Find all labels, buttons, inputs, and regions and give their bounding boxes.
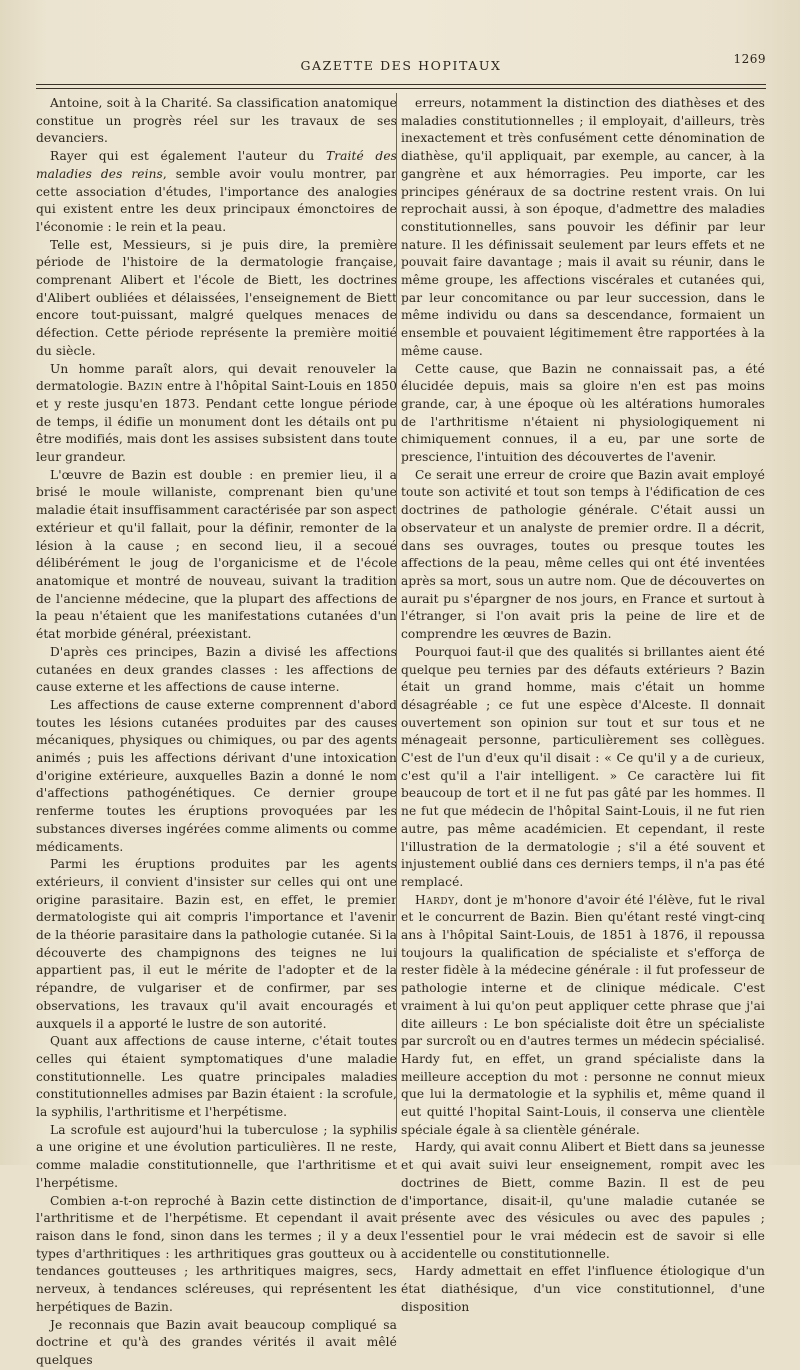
- paragraph-text: La scrofule est aujourd'hui la tuberculose ; la syphilis a une origine et une évolution particulières. Il ne reste, comme maladie constitutionnelle, que l'arthritisme et l'herpétisme.: [36, 1122, 397, 1190]
- left-column: [36, 95, 398, 1367]
- article-paragraph: [36, 361, 397, 467]
- article-paragraph: [36, 1193, 397, 1317]
- article-paragraph: [401, 467, 765, 644]
- paragraph-text: erreurs, notamment la distinction des diathèses et des maladies constitutionnelles ; il employait, d'ailleurs, très inexactement et très confusément cette dénomination de diathèse, qu'il appliquait, par exemple, au cancer, à la gangrène et aux hémorragies. Peu importe, car les principes généraux de sa doctrine restent vrais. On lui reprochait aussi, à son époque, d'admettre des maladies constitutionnelles, sans pouvoir les définir par leur nature. Il les définissait seulement par leurs effets et ne pouvait faire davantage ; mais il avait su réunir, dans le même groupe, les affections viscérales et cutanées qui, par leur concomitance ou par leur succession, dans le même individu ou dans sa descendance, formaient un ensemble et pouvaient légitimement être rapportées à la même cause.: [401, 96, 765, 358]
- paragraph-text: L'œuvre de Bazin est double : en premier lieu, il a brisé le moule willaniste, comprenant bien qu'une maladie était insuffisamment caractérisée par son aspect extérieur et qu'il fallait, pour la définir, remonter de la lésion à la cause ; en second lieu, il a secoué délibérément le joug de l'organicisme et de l'école anatomique et montré de nouveau, suivant la tradition de l'ancienne médecine, que la plupart des affections de la peau n'étaient que les manifestations cutanées d'un état morbide général, préexistant.: [36, 467, 397, 642]
- header-rule-top: [36, 84, 766, 85]
- paragraph-text: , semble avoir voulu montrer, par cette association d'études, l'importance des analogies qui existent entre les deux principaux émonctoires de l'économie : le rein et la peau.: [36, 166, 398, 234]
- column-divider: [396, 93, 397, 1133]
- paragraph-text: Cette cause, que Bazin ne connaissait pas, a été élucidée depuis, mais sa gloire n'en est pas moins grande, car, à une époque où les altérations humorales de l'arthritisme n'étaient ni physiologiquement ni chimiquement connues, il a eu, par une sorte de prescience, l'intuition des découvertes de l'avenir.: [401, 361, 765, 465]
- article-paragraph: [36, 148, 397, 237]
- header-rule-bottom: [36, 88, 766, 89]
- article-paragraph: [36, 1317, 397, 1370]
- paragraph-text: Quant aux affections de cause interne, c'était toutes celles qui étaient symptomatiques d'une maladie constitutionnelle. Les quatre principales maladies constitutionnelles admises par Bazin étaient : la scrofule, la syphilis, l'arthritisme et l'herpétisme.: [36, 1034, 397, 1120]
- right-column: [401, 95, 765, 1314]
- paragraph-text: Antoine, soit à la Charité. Sa classification anatomique constitue un progrès réel sur les travaux de ses devanciers.: [36, 96, 397, 146]
- article-paragraph: [36, 1122, 397, 1193]
- article-paragraph: [401, 1263, 765, 1316]
- paragraph-text: Hardy admettait en effet l'influence étiologique d'un état diathésique, d'un vice constitutionnel, d'une disposition: [401, 1264, 765, 1314]
- paragraph-text: Combien a-t-on reproché à Bazin cette distinction de l'arthritisme et de l'herpétisme. Et cependant il avait raison dans le fond, sinon dans les termes ; il y a deux types d'arthritiques : les arthritiques gras goutteux ou à tendances goutteuses ; les arthritiques maigres, secs, nerveux, à tendances scléreuses, qui représentent les herpétiques de Bazin.: [36, 1193, 397, 1314]
- article-paragraph: [401, 892, 765, 1140]
- paragraph-text: entre à l'hôpital Saint-Louis en 1850 et y reste jusqu'en 1873. Pendant cette longue période de temps, il édifie un monument dont les détails ont pu être modifiés, mais dont les assises subsistent dans toute leur grandeur.: [36, 379, 397, 465]
- article-paragraph: [401, 361, 765, 467]
- article-paragraph: [36, 95, 397, 148]
- paragraph-text: D'après ces principes, Bazin a divisé les affections cutanées en deux grandes classes : les affections de cause externe et les affections de cause interne.: [36, 644, 397, 695]
- article-paragraph: [401, 95, 765, 361]
- article-paragraph: [36, 467, 397, 644]
- paragraph-text: Rayer qui est également l'auteur du: [50, 149, 326, 164]
- publication-title: GAZETTE DES HOPITAUX: [300, 58, 502, 73]
- author-name: Hardy: [415, 892, 455, 907]
- page-number: 1269: [733, 52, 766, 66]
- article-paragraph: [36, 1033, 397, 1122]
- author-name: Bazin: [127, 379, 163, 394]
- paragraph-text: Parmi les éruptions produites par les agents extérieurs, il convient d'insister sur celles qui ont une origine parasitaire. Bazin est, en effet, le premier dermatologiste qui ait compris l'importance et l'avenir de la théorie parasitaire dans la pathologie cutanée. Si la découverte des champignons des teignes ne lui appartient pas, il eut le mérite de l'adopter et de la répandre, de vulgariser et de confirmer, par ses observations, les travaux qu'il avait encouragés et auxquels il a apporté le lustre de son autorité.: [36, 857, 397, 1031]
- paragraph-text: Pourquoi faut-il que des qualités si brillantes aient été quelque peu ternies par des défauts extérieurs ? Bazin était un grand homme, mais c'était un homme désagréable ; ce fut une espèce d'Alceste. Il donnait ouvertement son opinion sur tout et sur tous et ne ménageait personne, particulièrement ses collègues. C'est de l'un d'eux qu'il disait : « Ce qu'il y a de curieux, c'est qu'il a l'air intelligent. » Ce caractère lui fit beaucoup de tort et il ne fut pas gâté par les hommes. Il ne fut que médecin de l'hôpital Saint-Louis, il ne fut rien autre, pas même académicien. Et cependant, il reste l'illustration de la dermatologie ; s'il a été souvent et injustement oublié dans ces derniers temps, il n'a pas été remplacé.: [401, 644, 765, 889]
- article-paragraph: [36, 856, 397, 1033]
- article-paragraph: [36, 697, 397, 856]
- paragraph-text: Hardy, qui avait connu Alibert et Biett dans sa jeunesse et qui avait suivi leur enseignement, rompit avec les doctrines de Biett, comme Bazin. Il est de peu d'importance, disait-il, qu'une maladie cutanée se présente avec des vésicules ou avec des papules ; l'essentiel pour le vrai médecin est de savoir si elle accidentelle ou constitutionnelle.: [401, 1140, 765, 1261]
- article-paragraph: [401, 644, 765, 892]
- paragraph-text: Un homme paraît alors, qui devait renouveler la dermatologie.: [36, 361, 397, 394]
- paragraph-text: Ce serait une erreur de croire que Bazin avait employé toute son activité et tout son temps à l'édification de ces doctrines de pathologie générale. C'était aussi un observateur et un analyste de premier ordre. Il a décrit, dans ses ouvrages, toutes ou presque toutes les affections de la peau, même celles qui ont été inventées après sa mort, sous un autre nom. Que de découvertes on aurait pu s'épargner de nos jours, en France et surtout à l'étranger, si l'on avait pris la peine de lire et de comprendre les œuvres de Bazin.: [401, 467, 765, 642]
- article-paragraph: [36, 644, 397, 697]
- paragraph-text: Les affections de cause externe comprennent d'abord toutes les lésions cutanées produites par des causes mécaniques, physiques ou chimiques, ou par des agents animés ; puis les affections dérivant d'une intoxication d'origine extérieure, auxquelles Bazin a donné le nom d'affections pathogénétiques. Ce dernier groupe renferme toutes les éruptions provoquées par les substances diverses ingérées comme aliments ou comme médicaments.: [36, 697, 397, 854]
- paragraph-text: , dont je m'honore d'avoir été l'élève, fut le rival et le concurrent de Bazin. Bien qu'étant resté vingt-cinq ans à l'hôpital Saint-Louis, de 1851 à 1876, il repoussa toujours la qualification de spécialiste et s'efforça de rester fidèle à la médecine générale : il fut professeur de pathologie interne et de clinique médicale. C'est vraiment à lui qu'on peut appliquer cette phrase que j'ai dite ailleurs : Le bon spécialiste doit être un spécialiste par surcroît ou en d'autres termes un médecin spécialisé. Hardy fut, en effet, un grand spécialiste dans la meilleure acception du mot : personne ne connut mieux que lui la dermatologie et la syphilis et, même quand il eut quitté l'hopital Saint-Louis, il conserva une clientèle spéciale égale à sa clientèle générale.: [401, 892, 765, 1137]
- book-title: Traité des maladies des reins: [36, 149, 397, 181]
- page-header: [36, 52, 766, 78]
- paragraph-text: Je reconnais que Bazin avait beaucoup compliqué sa doctrine et qu'à des grandes vérités il avait mêlé quelques: [36, 1317, 397, 1367]
- article-paragraph: [36, 237, 397, 361]
- paragraph-text: Telle est, Messieurs, si je puis dire, la première période de l'histoire de la dermatologie française, comprenant Alibert et l'école de Biett, les doctrines d'Alibert oubliées et délaissées, l'enseignement de Biett encore tout-puissant, malgré quelques menaces de défection. Cette période représente la première moitié du siècle.: [36, 237, 397, 358]
- article-paragraph: [401, 1139, 765, 1263]
